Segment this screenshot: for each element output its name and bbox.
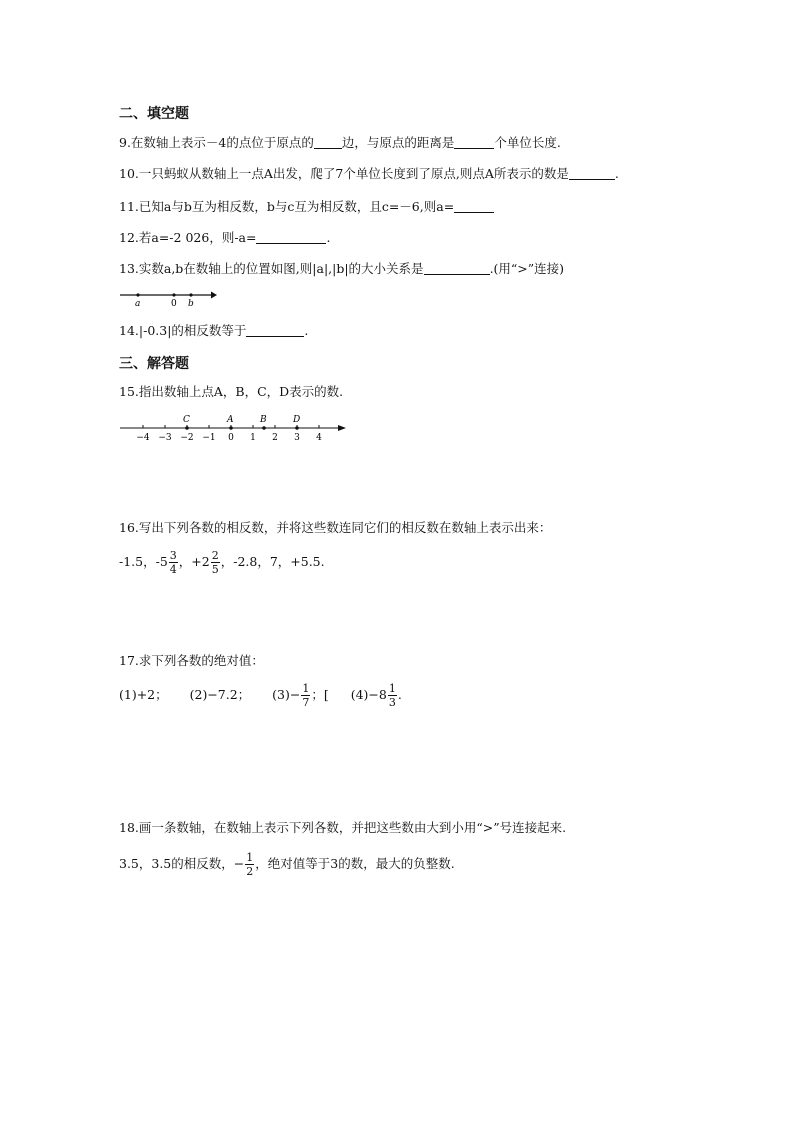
q17-item-3-suffix: ；[ (311, 687, 329, 702)
q11-text-prefix: 11.已知a与b互为相反数，b与c互为相反数，且c=－6,则a= (119, 199, 455, 214)
q18-part-2: ，绝对值等于3的数，最大的负整数. (255, 856, 455, 871)
q15-tick-label: 2 (272, 433, 278, 443)
question-17-items (119, 683, 402, 708)
q16-fraction-1-numerator: 3 (169, 549, 177, 562)
q11-blank[interactable] (454, 200, 494, 213)
q13-point-b (189, 293, 192, 296)
question-14 (119, 324, 308, 338)
q15-label-a: A (227, 415, 234, 425)
q17-item-4-prefix: (4)−8 (350, 687, 387, 702)
q13-number-line (115, 288, 220, 308)
q15-point-a (229, 426, 233, 430)
q15-tick-label: −3 (158, 433, 172, 443)
question-9 (119, 136, 561, 150)
q16-part-1: -1.5，-5 (119, 554, 168, 569)
q13-point-zero (172, 293, 175, 296)
q15-tick-label: −1 (202, 433, 216, 443)
q15-point-c (185, 426, 189, 430)
q16-fraction-1 (169, 550, 178, 575)
question-17: 17.求下列各数的绝对值： (119, 653, 264, 668)
question-18: 18.画一条数轴，在数轴上表示下列各数，并把这些数由大到小用“>”号连接起来. (119, 820, 567, 835)
q17-fraction-1-denominator: 7 (302, 696, 310, 709)
q18-fraction (245, 852, 254, 877)
q17-item-3-prefix: (3)− (272, 687, 301, 702)
q15-number-line (116, 410, 351, 444)
q14-text-suffix: . (304, 323, 309, 338)
q15-tick-label: −4 (136, 433, 150, 443)
q16-part-2: ，+2 (178, 554, 210, 569)
q17-item-1: (1)+2； (119, 687, 168, 702)
q15-tick-label: 0 (228, 433, 234, 443)
q15-label-c: C (183, 415, 190, 425)
q9-blank-2[interactable] (454, 136, 494, 149)
question-16: 16.写出下列各数的相反数，并将这些数连同它们的相反数在数轴上表示出来： (119, 520, 552, 535)
question-13 (119, 262, 564, 276)
section-heading-fill-blank: 二、填空题 (119, 106, 189, 122)
q14-text-prefix: 14.|-0.3|的相反数等于 (119, 323, 247, 338)
q9-text-prefix: 9.在数轴上表示－4的点位于原点的 (119, 135, 314, 150)
q15-tick-labels (136, 433, 322, 443)
q17-fraction-2 (388, 683, 397, 708)
question-16-numbers (119, 550, 325, 575)
q15-tick-label: 1 (250, 433, 256, 443)
question-10 (119, 167, 619, 181)
question-11 (119, 200, 494, 214)
q13-axis-arrow (211, 292, 217, 299)
q18-part-1: 3.5，3.5的相反数，− (119, 856, 245, 871)
q13-blank[interactable] (424, 262, 490, 275)
q18-fraction-numerator: 1 (246, 851, 254, 864)
q15-point-d (295, 426, 299, 430)
q15-label-b: B (260, 415, 267, 425)
q12-blank[interactable] (256, 231, 326, 244)
q16-fraction-2 (211, 550, 220, 575)
q9-text-mid: 边，与原点的距离是 (341, 135, 455, 150)
section-heading-answer: 三、解答题 (119, 356, 189, 372)
q9-text-suffix: 个单位长度. (494, 135, 561, 150)
q9-blank-1[interactable] (314, 136, 342, 149)
q10-text-prefix: 10.一只蚂蚁从数轴上一点A出发，爬了7个单位长度到了原点,则点A所表示的数是 (119, 166, 569, 181)
q15-tick-label: −2 (180, 433, 194, 443)
q15-label-d: D (293, 415, 301, 425)
q16-fraction-2-numerator: 2 (211, 549, 219, 562)
q17-fraction-2-denominator: 3 (388, 696, 396, 709)
q12-text-prefix: 12.若a=-2 026，则-a= (119, 230, 257, 245)
q15-tick-label: 3 (294, 433, 300, 443)
q17-item-2: (2)−7.2； (189, 687, 251, 702)
q16-fraction-2-denominator: 5 (211, 563, 219, 576)
q13-label-b: b (188, 299, 194, 308)
q10-text-suffix: . (614, 166, 619, 181)
q15-point-b (262, 426, 266, 430)
q13-label-zero: 0 (171, 299, 177, 308)
q17-fraction-2-numerator: 1 (388, 682, 396, 695)
q12-text-suffix: . (326, 230, 331, 245)
q13-text-prefix: 13.实数a,b在数轴上的位置如图,则|a|,|b|的大小关系是 (119, 261, 424, 276)
q17-item-4-suffix: . (397, 687, 402, 702)
q18-fraction-denominator: 2 (246, 865, 254, 878)
q16-fraction-1-denominator: 4 (169, 563, 177, 576)
question-18-numbers (119, 852, 455, 877)
q15-axis-arrow (338, 425, 346, 431)
q13-text-suffix: .(用“>”连接) (489, 261, 565, 276)
q10-blank[interactable] (569, 167, 615, 180)
q15-tick-label: 4 (316, 433, 322, 443)
q16-part-3: ，-2.8，7，+5.5. (220, 554, 325, 569)
q13-point-a (136, 293, 139, 296)
q17-fraction-1 (301, 683, 310, 708)
q13-label-a: a (135, 299, 141, 308)
q14-blank[interactable] (246, 324, 304, 337)
q17-fraction-1-numerator: 1 (302, 682, 310, 695)
question-12 (119, 231, 330, 245)
question-15: 15.指出数轴上点A，B，C，D表示的数. (119, 384, 344, 399)
